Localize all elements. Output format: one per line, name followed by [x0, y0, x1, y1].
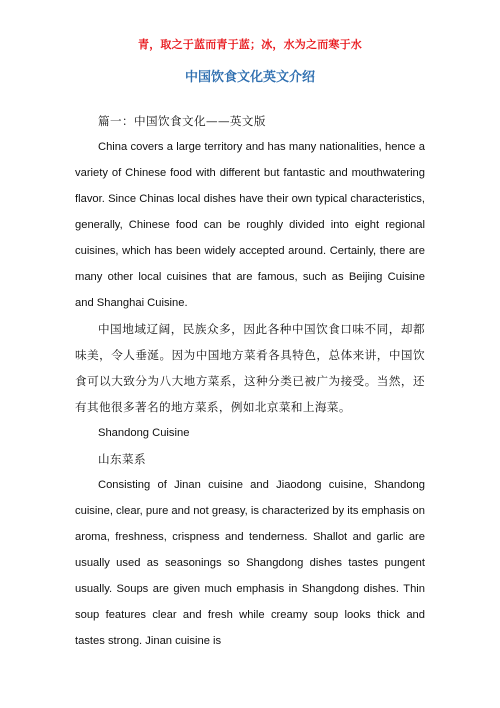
subheading-shandong-en: Shandong Cuisine: [98, 427, 190, 439]
header-motto: 青，取之于蓝而青于蓝；冰，水为之而寒于水: [138, 38, 362, 51]
document-title: 中国饮食文化英文介绍: [184, 70, 315, 85]
document-body: [75, 108, 425, 654]
paragraph-intro-cn: 中国地域辽阔，民族众多，因此各种中国饮食口味不同，却都味美，令人垂涎。因为中国地方菜肴各具特色，总体来讲，中国饮食可以大致分为八大地方菜系，这种分类已被广为接受。当然，还有其他很多著名的地方菜系，例如北京菜和上海菜。: [75, 322, 425, 414]
section-heading: 篇一：中国饮食文化——英文版: [98, 114, 266, 128]
paragraph-intro-en: China covers a large territory and has many nationalities, hence a variety of Chinese food with different but fantastic and mouthwatering flavor. Since Chinas local dishes have their own typical characteristics, generally, Chinese food can be roughly divided into eight regional cuisines, which has been widely accepted around. Certainly, there are many other local cuisines that are famous, such as Beijing Cuisine and Shanghai Cuisine.: [75, 141, 425, 309]
paragraph-shandong-en: Consisting of Jinan cuisine and Jiaodong cuisine, Shandong cuisine, clear, pure and not greasy, is characterized by its emphasis on aroma, freshness, crispness and tenderness. Shallot and garlic are usually used as seasonings so Shangdong dishes tastes pungent usually. Soups are given much emphasis in Shangdong dishes. Thin soup features clear and fresh while creamy soup looks thick and tastes strong. Jinan cuisine is: [75, 479, 425, 647]
subheading-shandong-cn: 山东菜系: [98, 452, 146, 466]
